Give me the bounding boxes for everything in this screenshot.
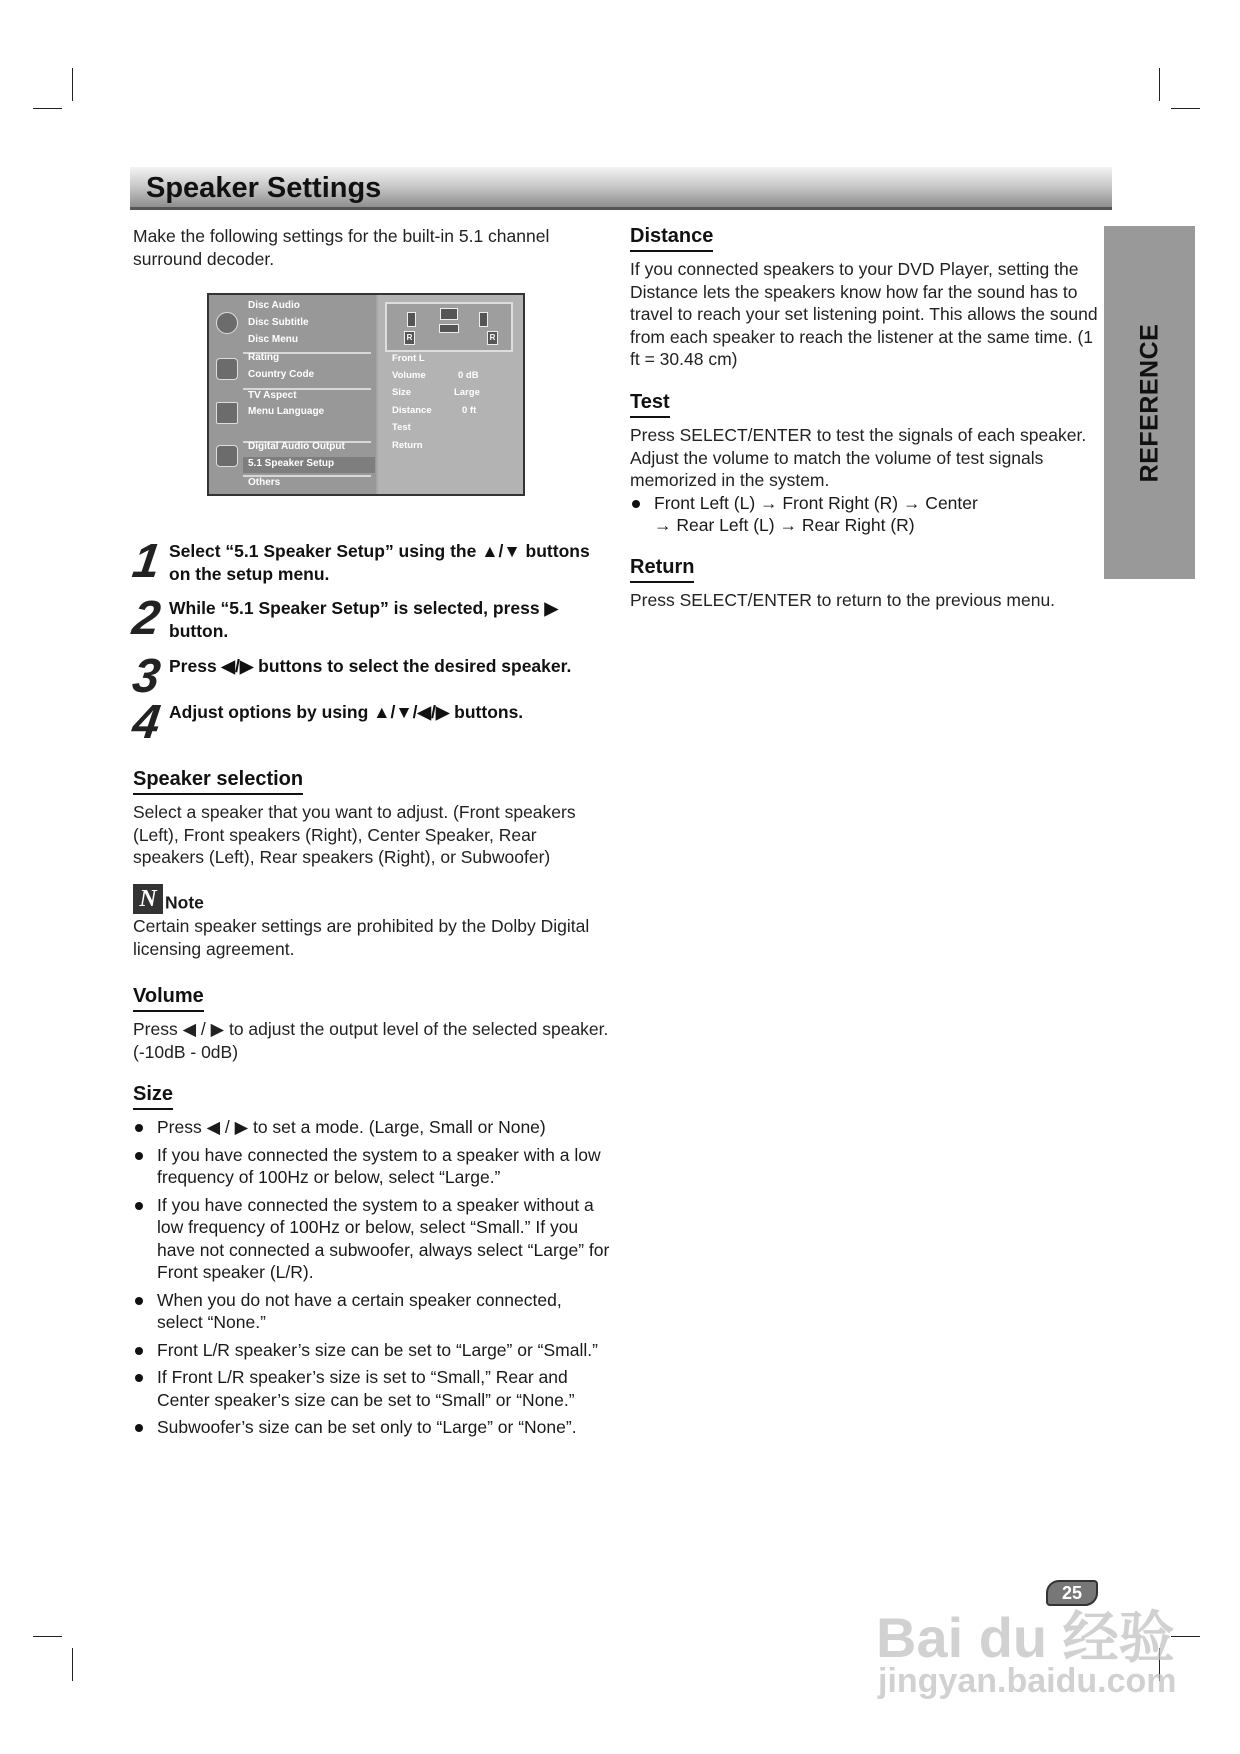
speaker-front-left-icon <box>407 312 416 327</box>
note-section <box>133 884 611 960</box>
option-size-value: Large <box>454 387 480 398</box>
option-return-label[interactable]: Return <box>392 440 423 451</box>
section-heading: Test <box>630 390 670 418</box>
section-heading: Distance <box>630 224 713 252</box>
setup-menu-screenshot <box>207 293 525 496</box>
menu-item-speaker-setup[interactable]: 5.1 Speaker Setup <box>248 458 335 469</box>
step-text: While “5.1 Speaker Setup” is selected, press ▶ button. <box>169 598 558 641</box>
section-heading: Volume <box>133 984 204 1012</box>
list-item: Subwoofer’s size can be set only to “Large” or “None”. <box>133 1416 611 1439</box>
sequence-line-2: → Rear Left (L) → Rear Right (R) <box>654 515 915 535</box>
speaker-center-icon <box>440 308 458 320</box>
list-item: Front L/R speaker’s size can be set to “Large” or “Small.” <box>133 1339 611 1362</box>
section-text: Select a speaker that you want to adjust. (Front speakers (Left), Front speakers (Right), Center Speaker, Rear speakers (Left), Rear speakers (Right), or Subwoofer) <box>133 802 576 867</box>
subwoofer-icon <box>439 324 459 333</box>
crop-mark <box>33 1636 62 1637</box>
option-distance-label[interactable]: Distance <box>392 405 432 416</box>
return-section <box>630 555 1105 612</box>
menu-right-panel <box>378 295 523 494</box>
section-title-bar <box>130 167 1112 210</box>
crop-mark <box>1171 108 1200 109</box>
page-title: Speaker Settings <box>146 172 382 204</box>
size-section <box>133 1082 611 1444</box>
menu-item-menu-language[interactable]: Menu Language <box>248 406 325 417</box>
speaker-diagram <box>385 302 513 352</box>
step-text: Adjust options by using ▲/▼/◀/▶ buttons. <box>169 702 524 722</box>
step-number: 1 <box>129 535 162 588</box>
speaker-rear-left-label: R <box>404 331 415 345</box>
menu-item-rating[interactable]: Rating <box>248 352 280 363</box>
step-text: Select “5.1 Speaker Setup” using the ▲/▼ buttons on the setup menu. <box>169 541 590 584</box>
option-speaker-name[interactable]: Front L <box>392 353 425 364</box>
page-number: 25 <box>1046 1580 1098 1606</box>
menu-item-disc-audio[interactable]: Disc Audio <box>248 300 300 311</box>
menu-left-panel <box>209 295 376 494</box>
menu-item-disc-menu[interactable]: Disc Menu <box>248 334 299 345</box>
size-bullet-list <box>133 1116 611 1439</box>
section-heading: Speaker selection <box>133 767 303 795</box>
option-distance-value: 0 ft <box>462 405 477 416</box>
menu-item-disc-subtitle[interactable]: Disc Subtitle <box>248 317 309 328</box>
volume-section <box>133 984 611 1063</box>
menu-item-tv-aspect[interactable]: TV Aspect <box>248 390 297 401</box>
list-item: When you do not have a certain speaker connected, select “None.” <box>133 1289 611 1334</box>
list-item: If you have connected the system to a speaker with a low frequency of 100Hz or below, select “Large.” <box>133 1144 611 1189</box>
test-section <box>630 390 1105 542</box>
option-test-label[interactable]: Test <box>392 422 411 433</box>
section-heading: Size <box>133 1082 173 1110</box>
crop-mark <box>1171 1636 1200 1637</box>
section-text: Press SELECT/ENTER to test the signals of each speaker. Adjust the volume to match the volume of test signals memorized in the system. <box>630 425 1087 490</box>
crop-mark <box>33 108 62 109</box>
speaker-front-right-icon <box>479 312 488 327</box>
distance-section <box>630 224 1105 371</box>
speaker-icon <box>216 445 238 467</box>
step-text: Press ◀/▶ buttons to select the desired speaker. <box>169 656 572 676</box>
speaker-selection-section <box>133 767 611 869</box>
list-item: If Front L/R speaker’s size is set to “Small,” Rear and Center speaker’s size can be set to “Small” or “None.” <box>133 1366 611 1411</box>
reference-side-tab <box>1104 226 1195 579</box>
note-title: Note <box>165 892 204 913</box>
step-number: 4 <box>129 696 162 749</box>
note-icon: N <box>133 884 163 914</box>
note-text: Certain speaker settings are prohibited by the Dolby Digital licensing agreement. <box>133 916 590 959</box>
section-text: Press ◀ / ▶ to adjust the output level of the selected speaker. (-10dB - 0dB) <box>133 1019 609 1062</box>
crop-mark <box>72 68 73 101</box>
speaker-rear-right-label: R <box>487 331 498 345</box>
crop-mark <box>1159 68 1160 101</box>
watermark-url: jingyan.baidu.com <box>878 1662 1177 1700</box>
section-heading: Return <box>630 555 694 583</box>
test-sequence-list <box>630 492 1105 537</box>
list-item <box>630 492 1105 537</box>
tv-icon <box>216 402 238 424</box>
option-volume-value: 0 dB <box>458 370 479 381</box>
step-number: 3 <box>129 650 162 703</box>
list-item: Press ◀ / ▶ to set a mode. (Large, Small or None) <box>133 1116 611 1139</box>
crop-mark <box>72 1648 73 1681</box>
disc-icon <box>216 312 238 334</box>
list-item: If you have connected the system to a speaker without a low frequency of 100Hz or below, select “Small.” If you have not connected a subwoofer, always select “Large” for Front speaker (L/R). <box>133 1194 611 1284</box>
menu-item-digital-audio-output[interactable]: Digital Audio Output <box>248 441 345 452</box>
menu-item-country-code[interactable]: Country Code <box>248 369 315 380</box>
side-tab-label: REFERENCE <box>1135 323 1163 482</box>
sequence-line-1: Front Left (L) → Front Right (R) → Center <box>654 492 978 513</box>
option-size-label[interactable]: Size <box>392 387 412 398</box>
lock-icon <box>216 358 238 380</box>
intro-text: Make the following settings for the built-in 5.1 channel surround decoder. <box>133 226 550 269</box>
section-text: If you connected speakers to your DVD Player, setting the Distance lets the speakers know how far the sound has to travel to reach your set listening point. This allows the sound from each speaker to reach the listener at the same time. (1 ft = 30.48 cm) <box>630 259 1098 369</box>
watermark-brand: Bai du 经验 <box>876 1606 1175 1669</box>
step-number: 2 <box>129 592 162 645</box>
option-volume-label[interactable]: Volume <box>392 370 426 381</box>
section-text: Press SELECT/ENTER to return to the previous menu. <box>630 590 1056 610</box>
menu-item-others[interactable]: Others <box>248 477 281 488</box>
